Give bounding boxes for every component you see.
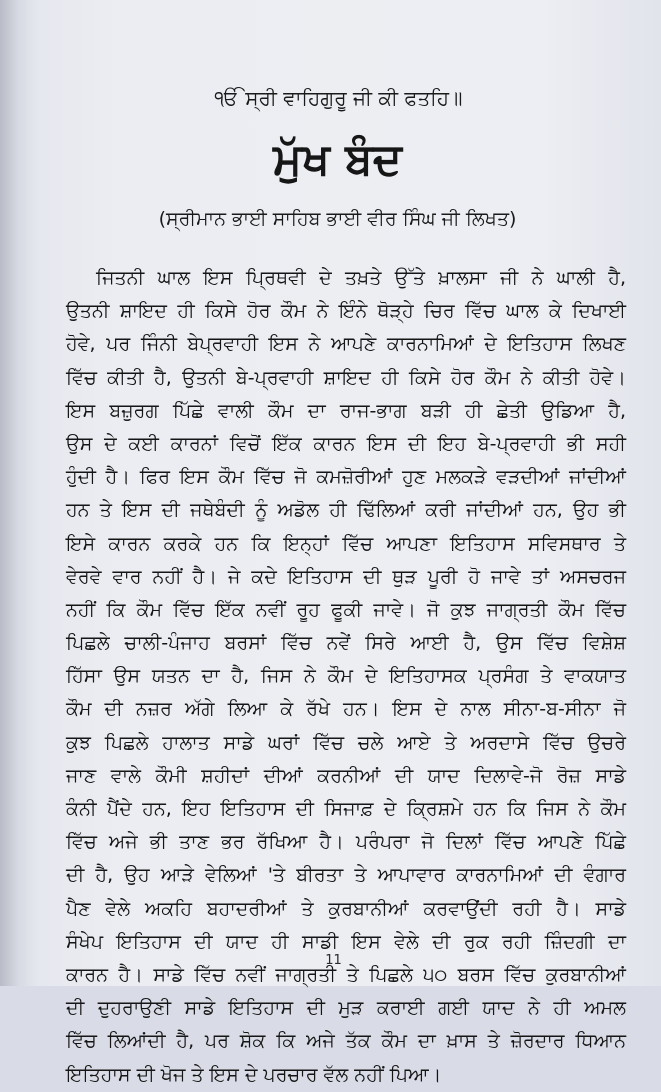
body-line: ਦੀ ਹੈ, ਉਹ ਆੜੇ ਵੇਲਿਆਂ 'ਤੇ ਬੀਰਤਾ ਤੇ ਆਪਾਵਾਰ ਕਾਰਨਾਮਿਆਂ ਦੀ ਵੰਗਾਰ — [66, 864, 626, 887]
body-line: ਉਸ ਦੇ ਕਈ ਕਾਰਨਾਂ ਵਿਚੋਂ ਇੱਕ ਕਾਰਨ ਇਸ ਦੀ ਇਹ ਬੇ-ਪ੍ਰਵਾਹੀ ਭੀ ਸਹੀ — [66, 432, 626, 455]
body-line: ਹੋਵੇ, ਪਰ ਜਿੰਨੀ ਬੇਪ੍ਰਵਾਹੀ ਇਸ ਨੇ ਆਪਣੇ ਕਾਰਨਾਮਿਆਂ ਦੇ ਇਤਿਹਾਸ ਲਿਖਣ — [66, 333, 626, 356]
body-line: ਨਹੀਂ ਕਿ ਕੌਮ ਵਿੱਚ ਇੱਕ ਨਵੀਂ ਰੂਹ ਫੂਕੀ ਜਾਵੇ। ਜੋ ਕੁਝ ਜਾਗ੍ਰਤੀ ਕੌਮ ਵਿੱਚ — [66, 598, 626, 621]
body-line: ਸੰਖੇਪ ਇਤਿਹਾਸ ਦੀ ਯਾਦ ਹੀ ਸਾਡੀ ਇਸ ਵੇਲੇ ਦੀ ਰੁਕ ਰਹੀ ਜ਼ਿੰਦਗੀ ਦਾ — [66, 930, 626, 953]
body-line: ਕੌਮ ਦੀ ਨਜ਼ਰ ਅੱਗੇ ਲਿਆ ਕੇ ਰੱਖੇ ਹਨ। ਇਸ ਦੇ ਨਾਲ ਸੀਨਾ-ਬ-ਸੀਨਾ ਜੋ — [66, 698, 626, 721]
body-line: ਇਤਿਹਾਸ ਦੀ ਖੋਜ ਤੇ ਇਸ ਦੇ ਪਰਚਾਰ ਵੱਲ ਨਹੀਂ ਪਿਆ। — [66, 1063, 442, 1086]
body-line: ਵਿੱਚ ਲਿਆਂਦੀ ਹੈ, ਪਰ ਸ਼ੋਕ ਕਿ ਅਜੇ ਤੱਕ ਕੌਮ ਦਾ ਖ਼ਾਸ ਤੇ ਜ਼ੋਰਦਾਰ ਧਿਆਨ — [66, 1030, 626, 1053]
page-number: 11 — [325, 953, 342, 968]
body-line: ਜਿਤਨੀ ਘਾਲ ਇਸ ਪ੍ਰਿਥਵੀ ਦੇ ਤਖ਼ਤੇ ਉੱਤੇ ਖ਼ਾਲਸਾ ਜੀ ਨੇ ਘਾਲੀ ਹੈ, — [96, 267, 626, 289]
body-line: ਦੀ ਦੁਹਰਾਉਣੀ ਸਾਡੇ ਇਤਿਹਾਸ ਦੀ ਮੁੜ ਕਰਾਈ ਗਈ ਯਾਦ ਨੇ ਹੀ ਅਮਲ — [66, 997, 626, 1020]
body-line: ਹਿੱਸਾ ਉਸ ਯਤਨ ਦਾ ਹੈ, ਜਿਸ ਨੇ ਕੌਮ ਦੇ ਇਤਿਹਾਸਕ ਪ੍ਰਸੰਗ ਤੇ ਵਾਕਯਾਤ — [66, 665, 626, 688]
body-line: ਇਸ ਬਜ਼ੁਰਗ ਪਿੱਛੇ ਵਾਲੀ ਕੌਮ ਦਾ ਰਾਜ-ਭਾਗ ਬੜੀ ਹੀ ਛੇਤੀ ਉਡਿਆ ਹੈ, — [66, 399, 626, 422]
body-line: ਹਨ ਤੇ ਇਸ ਦੀ ਜਥੇਬੰਦੀ ਨੂੰ ਅਡੋਲ ਹੀ ਢਿੱਲਿਆਂ ਕਰੀ ਜਾਂਦੀਆਂ ਹਨ, ਉਹ ਭੀ — [66, 499, 626, 522]
body-line: ਕੁਝ ਪਿਛਲੇ ਹਾਲਾਤ ਸਾਡੇ ਘਰਾਂ ਵਿੱਚ ਚਲੇ ਆਏ ਤੇ ਅਰਦਾਸੇ ਵਿੱਚ ਉਚਰੇ — [66, 731, 626, 754]
body-line: ਜਾਣ ਵਾਲੇ ਕੌਮੀ ਸ਼ਹੀਦਾਂ ਦੀਆਂ ਕਰਨੀਆਂ ਦੀ ਯਾਦ ਦਿਲਾਵੇ-ਜੋ ਰੋਜ਼ ਸਾਡੇ — [66, 764, 626, 787]
body-line: ਕੰਨੀ ਪੈਂਦੇ ਹਨ, ਇਹ ਇਤਿਹਾਸ ਦੀ ਸਿਜਾਫ਼ ਦੇ ਕ੍ਰਿਸ਼ਮੇ ਹਨ ਕਿ ਜਿਸ ਨੇ ਕੌਮ — [66, 798, 626, 820]
body-line: ਪਿਛਲੇ ਚਾਲੀ-ਪੰਜਾਹ ਬਰਸਾਂ ਵਿੱਚ ਨਵੇਂ ਸਿਰੇ ਆਈ ਹੈ, ਉਸ ਵਿੱਚ ਵਿਸ਼ੇਸ਼ — [66, 632, 626, 655]
page-subtitle: (ਸ੍ਰੀਮਾਨ ਭਾਈ ਸਾਹਿਬ ਭਾਈ ਵੀਰ ਸਿੰਘ ਜੀ ਲਿਖਤ) — [158, 208, 517, 230]
body-line: ਵਿੱਚ ਅਜੇ ਭੀ ਤਾਣ ਭਰ ਰੱਖਿਆ ਹੈ। ਪਰੰਪਰਾ ਜੋ ਦਿਲਾਂ ਵਿੱਚ ਆਪਣੇ ਪਿੱਛੇ — [66, 831, 626, 854]
body-line: ਵਿੱਚ ਕੀਤੀ ਹੈ, ਉਤਨੀ ਬੇ-ਪ੍ਰਵਾਹੀ ਸ਼ਾਇਦ ਹੀ ਕਿਸੇ ਹੋਰ ਕੌਮ ਨੇ ਕੀਤੀ ਹੋਵੇ। — [66, 366, 626, 389]
page-title: ਮੁੱਖ ਬੰਦ — [273, 134, 402, 185]
invocation-line: ੴ ਸ੍ਰੀ ਵਾਹਿਗੁਰੂ ਜੀ ਕੀ ਫਤਹਿ॥ — [214, 86, 463, 110]
body-line: ਉਤਨੀ ਸ਼ਾਇਦ ਹੀ ਕਿਸੇ ਹੋਰ ਕੌਮ ਨੇ ਇੰਨੇ ਥੋੜ੍ਹੇ ਚਿਰ ਵਿੱਚ ਘਾਲ ਕੇ ਦਿਖਾਈ — [66, 300, 626, 323]
body-line: ਵੇਰਵੇ ਵਾਰ ਨਹੀਂ ਹੈ। ਜੇ ਕਦੇ ਇਤਿਹਾਸ ਦੀ ਥੁੜ ਪੂਰੀ ਹੋ ਜਾਵੇ ਤਾਂ ਅਸਚਰਜ — [66, 565, 626, 588]
body-line: ਹੁੰਦੀ ਹੈ। ਫਿਰ ਇਸ ਕੌਮ ਵਿੱਚ ਜੋ ਕਮਜ਼ੋਰੀਆਂ ਹੁਣ ਮਲਕੜੇ ਵੜਦੀਆਂ ਜਾਂਦੀਆਂ — [66, 466, 626, 489]
body-line: ਪੈਣ ਵੇਲੇ ਅਕਹਿ ਬਹਾਦਰੀਆਂ ਤੇ ਕੁਰਬਾਨੀਆਂ ਕਰਵਾਉਂਦੀ ਰਹੀ ਹੈ। ਸਾਡੇ — [66, 897, 626, 920]
body-line: ਇਸੇ ਕਾਰਨ ਕਰਕੇ ਹਨ ਕਿ ਇਨ੍ਹਾਂ ਵਿੱਚ ਆਪਣਾ ਇਤਿਹਾਸ ਸਵਿਸਥਾਰ ਤੇ — [66, 532, 626, 555]
body-line: ਕਾਰਨ ਹੈ। ਸਾਡੇ ਵਿੱਚ ਨਵੀਂ ਜਾਗ੍ਰਤੀ ਤੇ ਪਿਛਲੇ ੫੦ ਬਰਸ ਵਿੱਚ ਕੁਰਬਾਨੀਆਂ — [66, 963, 626, 986]
